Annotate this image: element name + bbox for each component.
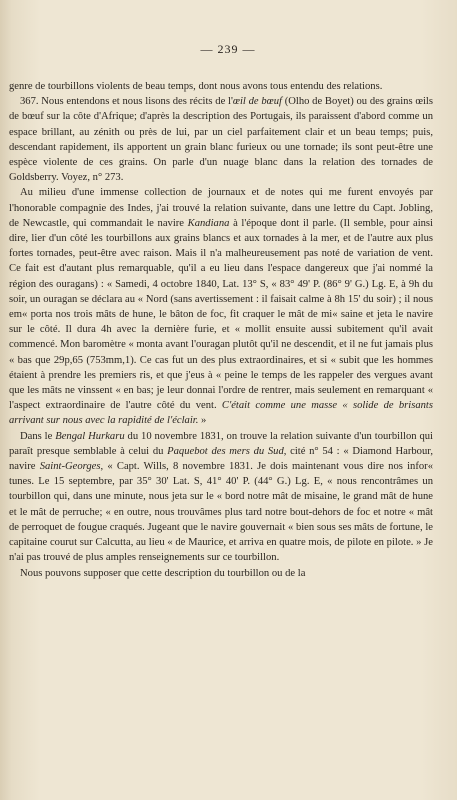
italic-text: Kandiana [187, 217, 230, 229]
text-run: Au milieu d'une immense collection de journaux et de notes qui me furent envoyés par l'honorable compagnie des Indes, j'ai trouvé la relation suivante, dans une lettre du Capt. Jobling, de Newcastle, qui commandait le navire [9, 187, 433, 229]
text-body [9, 79, 433, 581]
paragraph [9, 429, 433, 566]
text-run: du 10 novembre 1831, on trouve la relation suivante d'un tourbillon qui paraît presque semblable à celui du [9, 430, 433, 457]
page-number: — 239 — [200, 42, 256, 56]
italic-text: Saint-Georges [39, 461, 101, 473]
text-run: (Olho de Boyet) ou des grains œils de bœuf sur la côte d'Afrique; d'après la description des Portugais, ils paraissent d'abord comme un espace brillant, au zénith ou près de lui, par un ciel parfaitement clair et un beau temps; puis, descendant rapidement, ils apportent un grain blanc furieux ou une tornade; ils sont peut-être une espèce violente de ces grains. On parle d'un nuage blanc dans la relation des tornades de Goldsberry. Voyez, n° 273. [9, 96, 433, 184]
italic-text: C'était comme une masse « solide de brisants arrivant sur nous avec la rapidité de l'éclair. [9, 400, 433, 427]
text-run: » [198, 415, 207, 427]
text-run: , « Capt. Wills, 8 novembre 1831. Je dois maintenant vous dire nos infor« tunes. Le 15 septembre, par 35° 30' Lat. S, 41° 40' P. (44° G.) Lg. E, « nous rencontrâmes un tourbillon qui, dans une minute, nous jeta sur le « bord notre mât de misaine, le grand mât de hune et le mât de perruche; « en outre, nous trouvâmes plus tard notre bout-dehors de foc et notre « mât de perroquet de fougue craqués. Jugeant que le navire gouvernait « bien sous ses mâts de fortune, le capitaine courut sur Calcutta, au lieu « de Maurice, et arriva en quatre mois, de pilote en pilote. » Je n'ai pas trouvé de plus amples renseignements sur ce tourbillon. [9, 461, 433, 564]
paragraph [9, 94, 433, 185]
italic-text: Paquebot des mers du Sud [167, 445, 284, 457]
italic-text: œil de bœuf [232, 96, 282, 108]
italic-text: Bengal Hurkaru [55, 430, 125, 442]
text-run: , cité n° 54 : « Diamond Harbour, navire [9, 445, 433, 473]
text-run: à l'époque dont il parle. (Il semble, pour ainsi dire, lier d'un côté les tourbillons aux grains blancs et aux tornades à la mer, et de l'autre aux plus fortes tornades, peut-être avec raison. Mais il n'a malheureusement pas noté de variation de vent. Ce fait est d'autant plus remarquable, qu'il a eu lieu dans l'espace dangereux que j'ai nommé la région des ouragans) : « Samedi, 4 octobre 1840, Lat. 13° S, « 83° 49' P. (86° 9' G.) Lg. E, à 9h du soir, un ouragan se déclara au « Nord (sans avertissement : il faisait calme à 8h 15' du soir) ; il nous em« porta nos trois mâts de hune, le bâton de foc, fit craquer le mât de mi« saine et jeta le navire sur le côté. Il dura 4h avec la dernière furie, et « mollit ensuite aussi subitement qu'il avait commencé. Mon baromètre « monta avant l'ouragan plutôt qu'il ne descendit, et il ne fut jamais plus « bas que 29p,65 (753mm,1). Ce cas fut un des plus extraordinaires, et si « subit que les hommes étaient à prendre les premiers ris, et que j'eus à « peine le temps de les rappeler des vergues avant que les mâts ne vinssent « en bas; je leur donnai l'ordre de rentrer, mais seulement en remarquant « l'aspect extraordinaire de l'autre côté du vent. [9, 217, 433, 412]
text-run: Dans le [20, 430, 56, 442]
text-run: Nous pouvons supposer que cette description du tourbillon ou de la [20, 567, 306, 579]
text-run: genre de tourbillons violents de beau temps, dont nous avons tous entendu des relations. [9, 81, 383, 92]
paragraph [9, 566, 433, 581]
paragraph [9, 185, 433, 428]
text-run: 367. Nous entendons et nous lisons des récits de l' [20, 96, 233, 108]
paragraph [9, 79, 433, 94]
